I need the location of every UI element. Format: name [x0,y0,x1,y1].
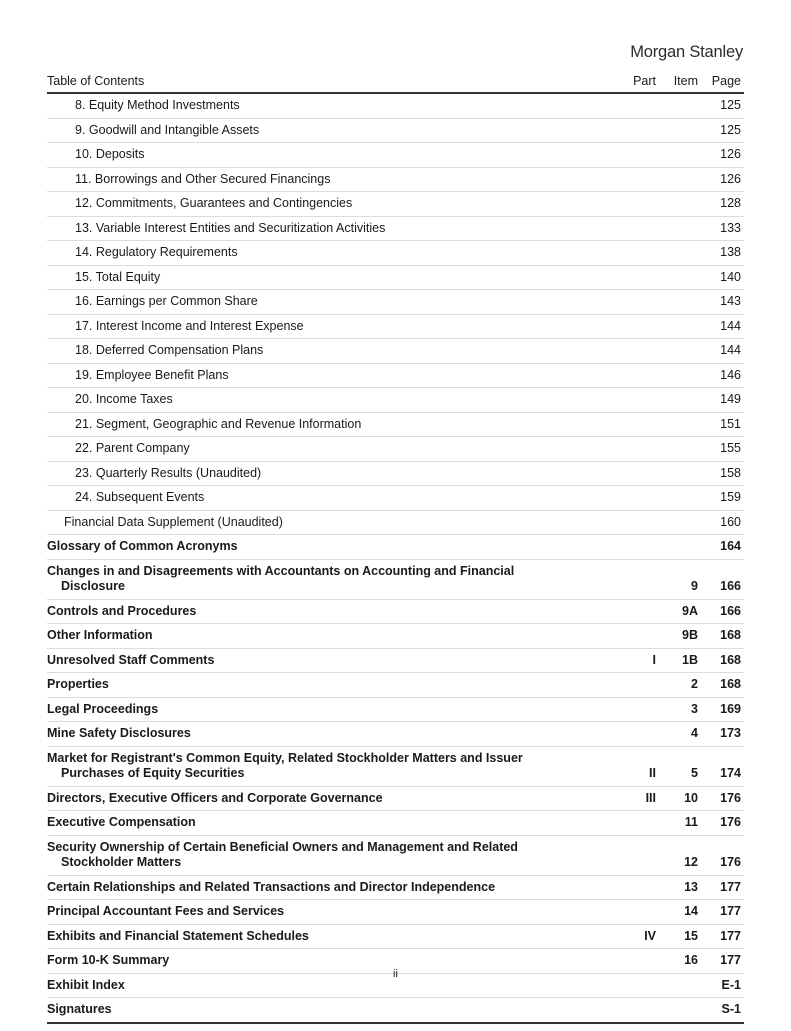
toc-entry-page: 159 [701,486,744,511]
toc-entry-title[interactable]: Principal Accountant Fees and Services [47,900,617,925]
toc-entry-part [617,314,659,339]
toc-entry-title[interactable]: Executive Compensation [47,811,617,836]
table-row[interactable] [47,924,744,949]
table-row[interactable] [47,746,744,786]
toc-entry-title[interactable]: 9. Goodwill and Intangible Assets [47,118,617,143]
toc-entry-title[interactable]: 11. Borrowings and Other Secured Financings [47,167,617,192]
toc-entry-item [659,143,701,168]
toc-entry-item [659,486,701,511]
toc-entry-item [659,998,701,1022]
table-row[interactable] [47,835,744,875]
table-row[interactable] [47,811,744,836]
table-row[interactable] [47,412,744,437]
toc-entry-page: 173 [701,722,744,747]
toc-entry-page: 168 [701,673,744,698]
page-folio: ii [393,968,398,980]
table-row[interactable] [47,314,744,339]
table-row[interactable] [47,437,744,462]
toc-entry-title[interactable]: Exhibit Index [47,973,617,998]
toc-entry-part [617,599,659,624]
toc-entry-item [659,241,701,266]
table-row[interactable] [47,118,744,143]
toc-entry-title[interactable]: 22. Parent Company [47,437,617,462]
toc-entry-page: 128 [701,192,744,217]
toc-entry-page: 176 [701,811,744,836]
toc-entry-page: 155 [701,437,744,462]
table-row[interactable] [47,363,744,388]
toc-entry-part [617,697,659,722]
toc-entry-title[interactable]: 16. Earnings per Common Share [47,290,617,315]
toc-entry-part [617,93,659,118]
toc-entry-title[interactable]: Certain Relationships and Related Transactions and Director Independence [47,875,617,900]
toc-entry-part [617,461,659,486]
toc-entry-title[interactable]: Properties [47,673,617,698]
table-row[interactable] [47,461,744,486]
toc-entry-page: 177 [701,924,744,949]
toc-entry-part [617,624,659,649]
toc-entry-page: 176 [701,835,744,875]
table-row[interactable] [47,486,744,511]
toc-entry-item [659,510,701,535]
toc-entry-part [617,143,659,168]
toc-entry-page: S-1 [721,1002,741,1016]
toc-entry-item: 10 [659,786,701,811]
toc-entry-item: 14 [659,900,701,925]
toc-entry-item [659,412,701,437]
toc-entry-page: 126 [701,167,744,192]
toc-entry-page: 168 [701,624,744,649]
toc-entry-part: III [617,786,659,811]
toc-entry-item: 3 [659,697,701,722]
toc-entry-title[interactable]: Glossary of Common Acronyms [47,535,617,560]
toc-entry-page: 177 [701,949,744,974]
toc-entry-item: 15 [659,924,701,949]
toc-entry-page: 166 [701,559,744,599]
table-row[interactable] [47,673,744,698]
toc-entry-part [617,875,659,900]
morgan-stanley-logo: Morgan Stanley [630,43,743,61]
toc-entry-part [617,559,659,599]
table-row[interactable] [47,648,744,673]
column-header-part: Part [617,74,659,93]
toc-entry-part [617,998,659,1022]
toc-entry-page: 126 [701,143,744,168]
toc-entry-part [617,167,659,192]
toc-entry-page: 149 [701,388,744,413]
column-header-title: Table of Contents [47,74,617,93]
toc-entry-item: 2 [659,673,701,698]
toc-entry-part [617,216,659,241]
toc-entry-title[interactable]: 15. Total Equity [47,265,617,290]
toc-entry-part [617,118,659,143]
toc-entry-title[interactable]: Financial Data Supplement (Unaudited) [47,510,617,535]
toc-entry-page: 143 [701,290,744,315]
toc-entry-part [617,811,659,836]
toc-entry-page: 144 [701,339,744,364]
toc-entry-page: 151 [701,412,744,437]
toc-entry-part [617,290,659,315]
table-row[interactable] [47,559,744,599]
toc-entry-item: 4 [659,722,701,747]
toc-entry-part [617,673,659,698]
toc-entry-item: 13 [659,875,701,900]
toc-entry-page: 133 [701,216,744,241]
toc-entry-title[interactable]: Controls and Procedures [47,599,617,624]
toc-entry-part [617,412,659,437]
toc-entry-item [659,363,701,388]
table-row[interactable] [47,265,744,290]
table-row[interactable] [47,722,744,747]
toc-entry-item: 1B [659,648,701,673]
toc-entry-item [659,192,701,217]
toc-entry-title[interactable]: Exhibits and Financial Statement Schedules [47,924,617,949]
toc-entry-item [659,265,701,290]
toc-entry-title[interactable]: Security Ownership of Certain Beneficial Owners and Management and Related Stockholder Matters [47,835,617,875]
toc-entry-item: 9A [659,599,701,624]
toc-entry-part [617,437,659,462]
toc-table [47,74,744,1022]
toc-entry-part [617,265,659,290]
toc-entry-page: 169 [701,697,744,722]
toc-entry-title[interactable]: 23. Quarterly Results (Unaudited) [47,461,617,486]
column-header-item: Item [659,74,701,93]
table-row[interactable] [47,143,744,168]
table-row[interactable] [47,388,744,413]
toc-entry-title[interactable]: Market for Registrant's Common Equity, Related Stockholder Matters and Issuer Purchases of Equity Securities [47,746,617,786]
toc-entry-part [617,722,659,747]
toc-entry-page: 144 [701,314,744,339]
table-row[interactable] [47,697,744,722]
table-row[interactable] [47,192,744,217]
toc-entry-title[interactable]: 12. Commitments, Guarantees and Contingencies [47,192,617,217]
toc-entry-part [617,535,659,560]
table-row[interactable] [47,624,744,649]
toc-entry-item [659,314,701,339]
toc-entry-page: 158 [701,461,744,486]
toc-entry-item: 5 [659,746,701,786]
toc-entry-part [617,192,659,217]
table-row[interactable] [47,599,744,624]
table-row[interactable] [47,875,744,900]
toc-entry-item: 16 [659,949,701,974]
toc-entry-item: 11 [659,811,701,836]
table-row[interactable] [47,998,744,1022]
toc-entry-item [659,290,701,315]
toc-entry-part [617,339,659,364]
toc-entry-item [659,437,701,462]
toc-entry-item [659,461,701,486]
toc-entry-page: 174 [701,746,744,786]
toc-entry-title[interactable]: Mine Safety Disclosures [47,722,617,747]
toc-entry-title[interactable]: Other Information [47,624,617,649]
toc-entry-title[interactable]: 13. Variable Interest Entities and Securitization Activities [47,216,617,241]
toc-table-body [47,93,744,1022]
table-row[interactable] [47,339,744,364]
toc-entry-page: 140 [701,265,744,290]
toc-entry-part [617,835,659,875]
toc-entry-title[interactable]: 21. Segment, Geographic and Revenue Information [47,412,617,437]
table-row[interactable] [47,241,744,266]
toc-entry-item: 9 [659,559,701,599]
toc-entry-page: 125 [701,93,744,118]
toc-entry-page: 160 [701,510,744,535]
toc-entry-item: 12 [659,835,701,875]
toc-entry-page: 168 [701,648,744,673]
toc-entry-part [617,363,659,388]
toc-entry-title[interactable]: 20. Income Taxes [47,388,617,413]
table-row[interactable] [47,93,744,118]
toc-entry-item: 9B [659,624,701,649]
table-row[interactable] [47,900,744,925]
toc-entry-title[interactable]: Changes in and Disagreements with Accountants on Accounting and Financial Disclosure [47,559,617,599]
column-header-page: Page [701,74,744,93]
toc-entry-part [617,900,659,925]
toc-entry-page: 166 [701,599,744,624]
toc-entry-title[interactable]: Legal Proceedings [47,697,617,722]
toc-entry-item [659,118,701,143]
table-row[interactable] [47,290,744,315]
toc-entry-title-continued: Purchases of Equity Securities [61,766,245,780]
toc-entry-title[interactable]: 14. Regulatory Requirements [47,241,617,266]
toc-entry-title[interactable]: 10. Deposits [47,143,617,168]
toc-entry-item [659,388,701,413]
toc-entry-part: I [617,648,659,673]
toc-entry-page: 138 [701,241,744,266]
toc-entry-title-continued: Stockholder Matters [61,855,182,869]
table-bottom-rule [47,1022,744,1024]
table-row[interactable] [47,167,744,192]
toc-entry-item [659,216,701,241]
toc-entry-part: IV [617,924,659,949]
toc-entry-item [659,167,701,192]
toc-entry-part [617,510,659,535]
toc-entry-title[interactable]: 18. Deferred Compensation Plans [47,339,617,364]
table-of-contents [47,74,744,1024]
toc-entry-title[interactable]: 8. Equity Method Investments [47,93,617,118]
toc-entry-item [659,535,701,560]
toc-entry-page: 177 [701,875,744,900]
toc-entry-part: II [617,746,659,786]
toc-entry-title[interactable]: 24. Subsequent Events [47,486,617,511]
toc-entry-page: 176 [701,786,744,811]
toc-entry-title-continued: Disclosure [61,579,125,593]
toc-entry-part [617,241,659,266]
toc-entry-item [659,339,701,364]
table-row[interactable] [47,786,744,811]
table-row[interactable] [47,535,744,560]
toc-entry-title[interactable]: 17. Interest Income and Interest Expense [47,314,617,339]
toc-entry-title[interactable]: 19. Employee Benefit Plans [47,363,617,388]
toc-entry-page: E-1 [701,973,744,998]
toc-entry-title[interactable]: Unresolved Staff Comments [47,648,617,673]
toc-entry-page: 146 [701,363,744,388]
toc-entry-title[interactable]: Signatures [47,1002,112,1016]
toc-entry-page: 177 [701,900,744,925]
toc-entry-part [617,388,659,413]
toc-entry-part [617,486,659,511]
toc-entry-item [659,93,701,118]
toc-table-header [47,74,744,93]
table-row[interactable] [47,216,744,241]
toc-entry-page: 125 [701,118,744,143]
table-row[interactable] [47,510,744,535]
toc-entry-page: 164 [701,535,744,560]
toc-entry-title[interactable]: Form 10-K Summary [47,949,617,974]
toc-entry-title[interactable]: Directors, Executive Officers and Corporate Governance [47,786,617,811]
